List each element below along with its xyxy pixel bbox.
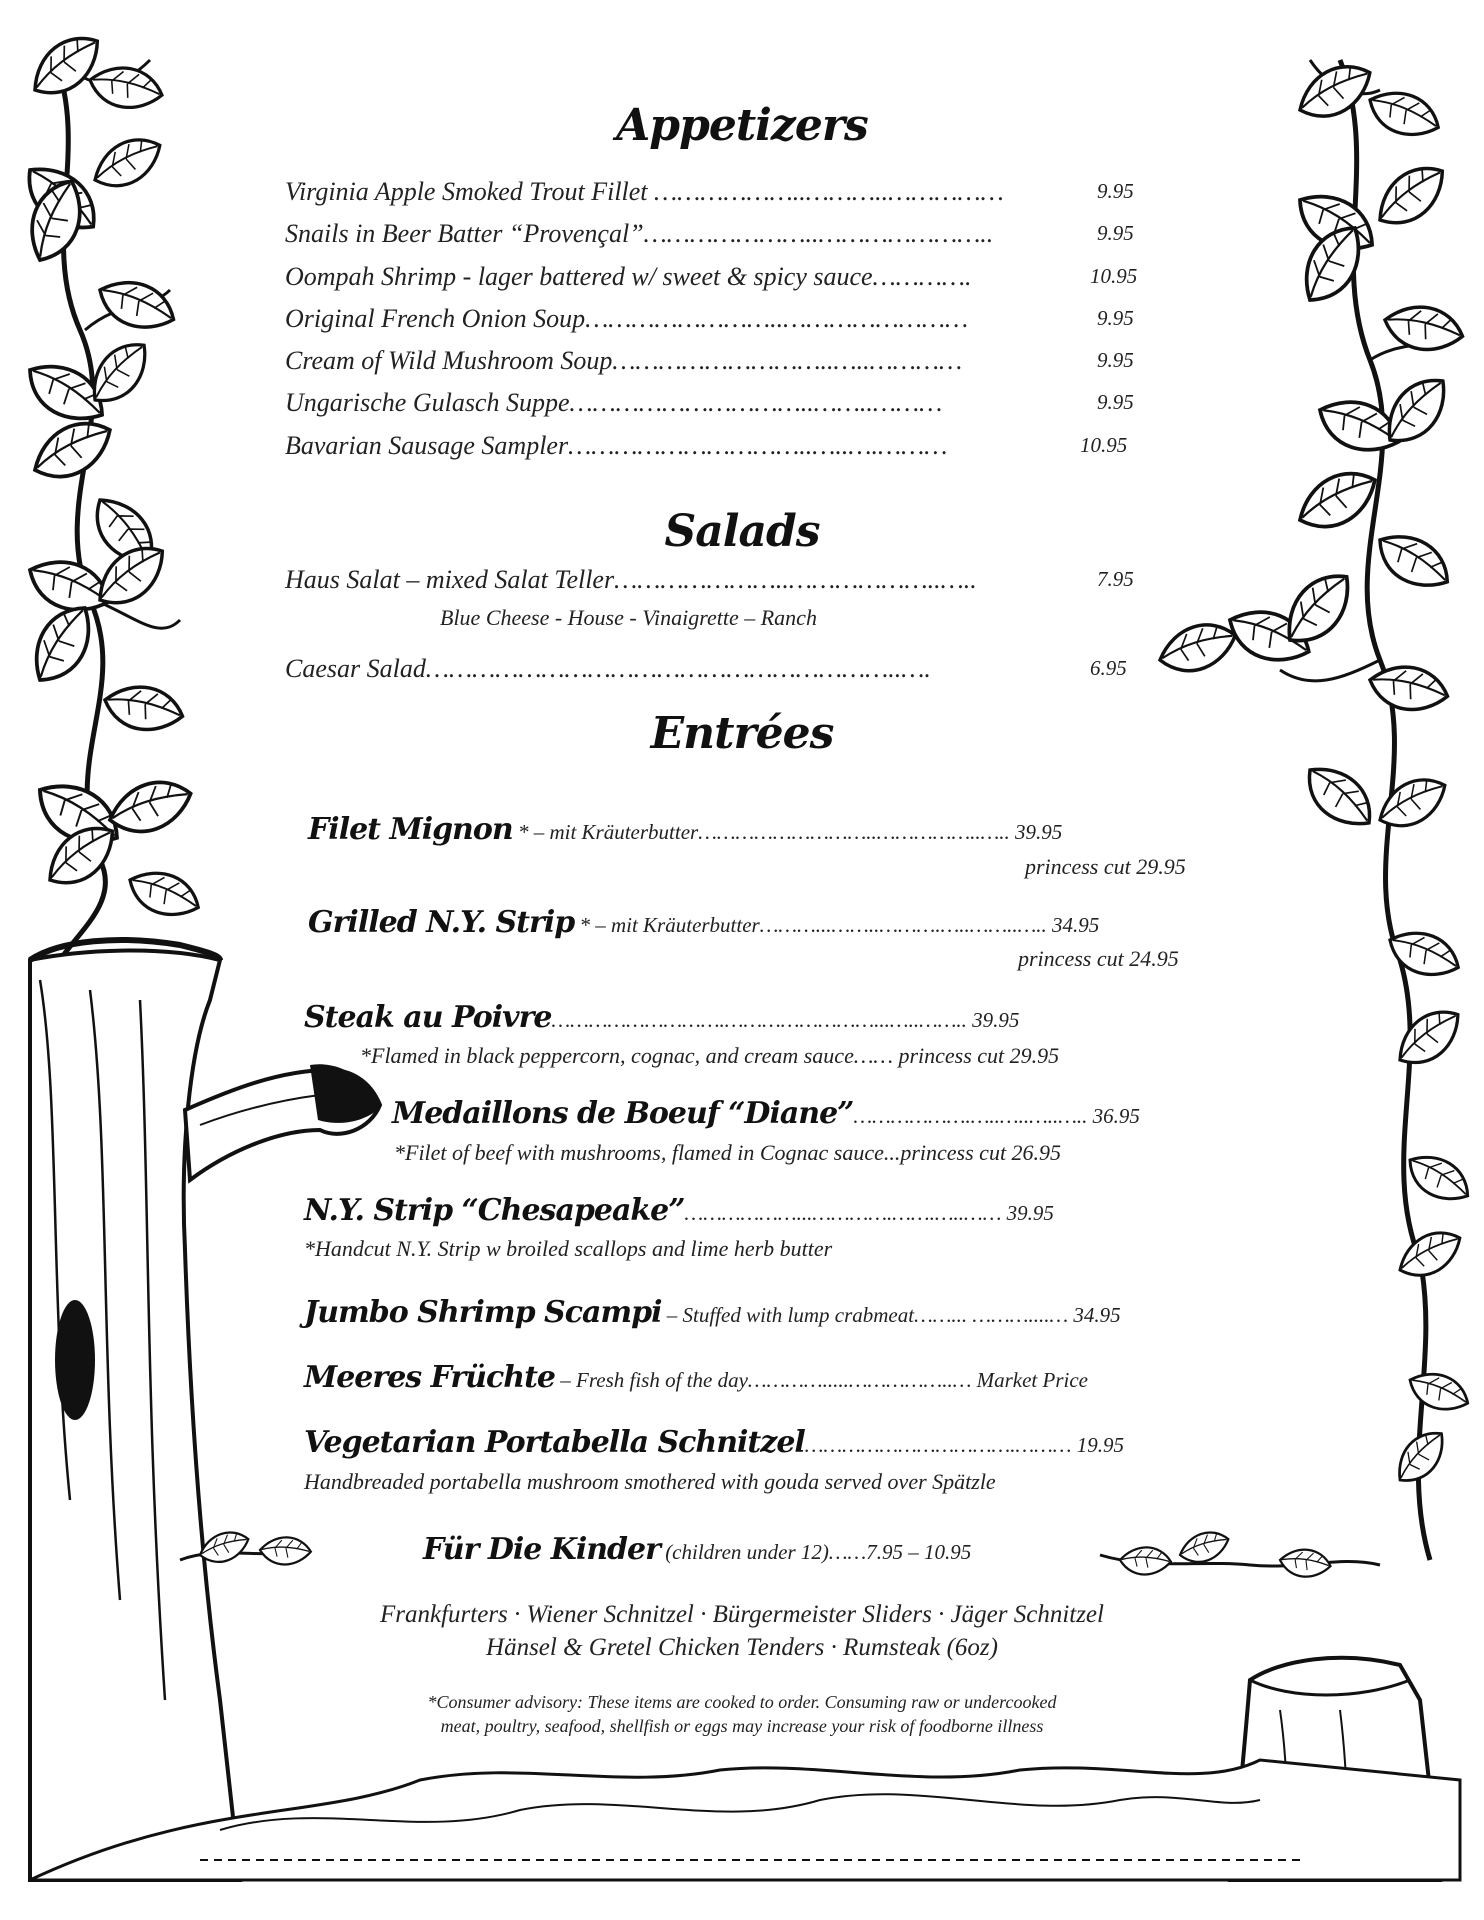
dot-leader: ……………………..…………………… [585,304,969,333]
entree-subline: *Filet of beef with mushrooms, flamed in Cognac sauce...princess cut 26.95 [394,1140,1062,1165]
item-name: Bavarian Sausage Sampler [285,431,569,460]
left-vine-leaves [15,27,206,929]
entree-name: Grilled N.Y. Strip [308,905,575,940]
entree-desc: ………………...………….…….…..…… [684,1201,1002,1225]
entree-price: 34.95 [1046,913,1100,937]
entree-item [308,812,1062,847]
item-name: Original French Onion Soup [285,304,586,333]
entree-item [304,1295,1121,1330]
menu-item [285,388,942,418]
entree-desc: * – mit Kräuterbutter………………………..……………..….. [512,820,1010,844]
menu-item [285,262,972,292]
item-name: Cream of Wild Mushroom Soup [285,346,613,375]
entrees-heading: Entrées [650,708,834,759]
entree-desc: …………………………….……… [804,1433,1072,1457]
entree-name: Filet Mignon [308,812,513,847]
menu-item [285,177,1004,207]
item-name: Oompah Shrimp - lager battered w/ sweet & spicy sauce [285,262,873,291]
entree-name: Jumbo Shrimp Scampi [304,1295,662,1330]
entree-item [308,905,1099,940]
item-price: 10.95 [1080,433,1128,457]
entree-desc: – Stuffed with lump crabmeat……... ………....… [661,1303,1069,1327]
right-vine-leaves [1155,58,1476,1490]
dot-leader: …………………………..…..….……… [568,431,948,460]
item-price: 9.95 [1097,306,1134,330]
item-price: 9.95 [1097,221,1134,245]
kids-items-line-2: Hänsel & Gretel Chicken Tenders · Rumsteak (6oz) [486,1634,998,1661]
entree-name: N.Y. Strip “Chesapeake” [304,1193,685,1228]
dot-leader: ……………………………………………………..…. [425,654,931,683]
consumer-advisory-line-2: meat, poultry, seafood, shellfish or eggs may increase your risk of foodborne illness [440,1716,1044,1736]
entree-subline: *Handcut N.Y. Strip w broiled scallops and lime herb butter [304,1236,833,1261]
menu-item [285,346,962,376]
menu-item [285,654,931,684]
entree-item [392,1096,1140,1131]
dot-leader: …………………………..……..……… [569,388,943,417]
item-price: 9.95 [1097,390,1134,414]
entree-desc: – Fresh fish of the day………….....……………..… [555,1368,972,1392]
dot-leader: …………………..………………..….. [614,565,977,594]
item-price: 7.95 [1097,567,1134,591]
entree-subline: princess cut 29.95 [1025,854,1186,879]
entree-name: Meeres Früchte [304,1360,556,1395]
item-name: Ungarische Gulasch Suppe [285,388,570,417]
kids-title: Für Die Kinder [423,1532,660,1567]
entree-name: Steak au Poivre [304,1000,552,1035]
dot-leader: ………………..………..…………… [647,177,1004,206]
item-price: 6.95 [1090,656,1127,680]
entree-price: 19.95 [1071,1433,1124,1457]
appetizers-heading: Appetizers [616,100,868,151]
kids-items-line-1: Frankfurters · Wiener Schnitzel · Bürgermeister Sliders · Jäger Schnitzel [380,1601,1104,1628]
entree-price: Market Price [971,1368,1088,1392]
consumer-advisory-line-1: *Consumer advisory: These items are cooked to order. Consuming raw or undercooked [427,1692,1057,1712]
entree-price: 39.95 [966,1008,1020,1032]
entree-subline: Handbreaded portabella mushroom smothered with gouda served over Spätzle [304,1469,996,1494]
item-name: Caesar Salad [285,654,426,683]
item-price: 9.95 [1097,348,1134,372]
item-name: Snails in Beer Batter “Provençal” [285,219,644,248]
dot-leader: …………. [872,262,972,291]
salads-heading: Salads [664,506,820,557]
kids-menu-heading [423,1532,971,1567]
menu-item [285,565,977,595]
kids-price-range: (children under 12)……7.95 – 10.95 [659,1540,972,1564]
menu-item [285,431,947,461]
menu-item [285,304,968,334]
dressing-options: Blue Cheese - House - Vinaigrette – Ranch [440,605,817,630]
entree-price: 39.95 [1001,1201,1054,1225]
entree-name: Vegetarian Portabella Schnitzel [304,1425,805,1460]
entree-desc: ……………………….……………………...…..…….. [551,1008,967,1032]
entree-price: 34.95 [1068,1303,1121,1327]
entree-item [304,1000,1019,1035]
entree-subline: *Flamed in black peppercorn, cognac, and cream sauce…… princess cut 29.95 [360,1043,1060,1068]
entree-desc: * – mit Kräuterbutter………...……..……….…..……..….. [574,913,1047,937]
entree-item [304,1193,1054,1228]
item-price: 9.95 [1097,179,1134,203]
entree-item [304,1425,1124,1460]
entree-desc: ……………….…..…..…..….. [853,1104,1088,1128]
dot-leader: ………………………..…..………… [612,346,963,375]
menu-item [285,219,993,249]
entree-item [304,1360,1088,1395]
item-name: Haus Salat – mixed Salat Teller [285,565,615,594]
entree-price: 39.95 [1009,820,1063,844]
item-name: Virginia Apple Smoked Trout Fillet [285,177,648,206]
entree-price: 36.95 [1087,1104,1140,1128]
entree-name: Medaillons de Boeuf “Diane” [392,1096,854,1131]
dot-leader: …………………..………………….. [643,219,994,248]
entree-subline: princess cut 24.95 [1018,946,1179,971]
item-price: 10.95 [1090,264,1138,288]
